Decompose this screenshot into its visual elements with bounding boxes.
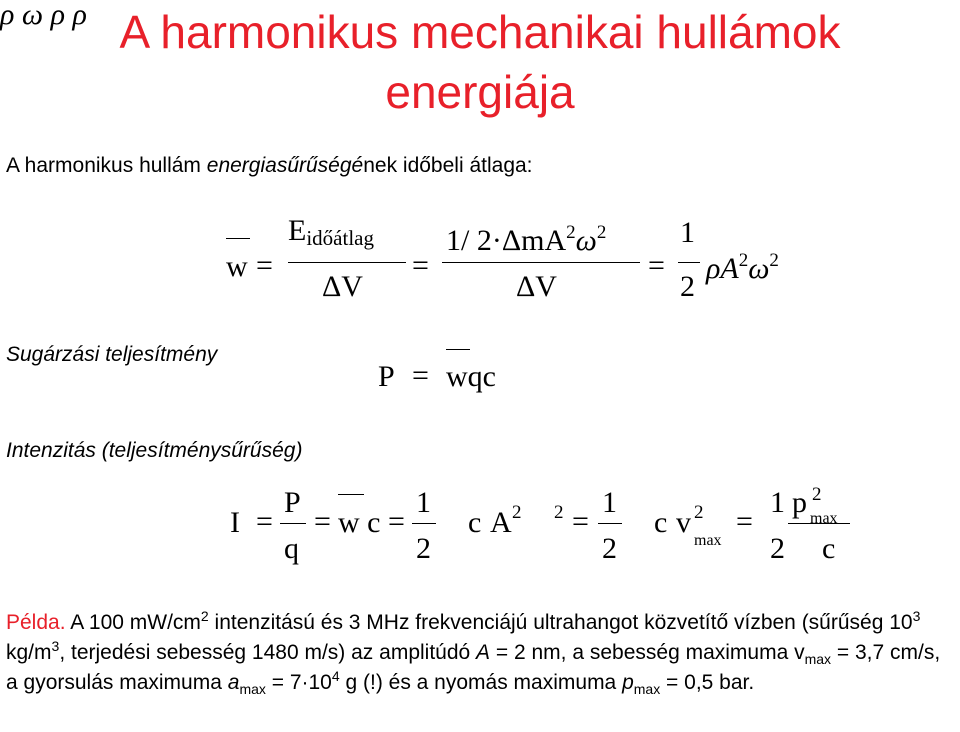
equals-sign: =: [388, 505, 405, 538]
intensity-label: [6, 438, 302, 464]
omega: ω: [575, 224, 597, 257]
example-text: , terjedési sebesség 1480 m/s) az amplitúdó: [59, 641, 477, 664]
equals-sign: =: [256, 505, 273, 538]
square: 2: [554, 502, 564, 523]
equals-sign: =: [256, 249, 273, 282]
intro-pre: A harmonikus hullám: [6, 154, 207, 177]
intro-em: energiasűrűségé: [206, 154, 364, 177]
c-symbol: c: [468, 506, 482, 539]
intensity-label-text: Intenzitás (teljesítménysűrűség): [6, 439, 303, 462]
square: 2: [738, 250, 749, 271]
example-text: intenzitású és 3 MHz frekvenciájú ultrahangot közvetítő vízben (sűrűség 10: [208, 611, 913, 634]
E-subscript: időátlag: [306, 226, 374, 250]
c-symbol: c: [822, 532, 836, 565]
equals-sign: =: [412, 249, 429, 282]
pressure-symbol: p: [622, 671, 634, 694]
one: 1: [680, 216, 695, 249]
p-symbol: P: [284, 486, 301, 519]
example-text: = 7·10: [265, 671, 332, 694]
superscript: 3: [51, 638, 60, 654]
half: 1/ 2: [446, 224, 492, 257]
fraction-bar: [280, 523, 306, 524]
square: 2: [596, 222, 607, 243]
delta-v: ΔV: [322, 270, 363, 303]
subscript: max: [239, 681, 266, 698]
radiation-label-text: Sugárzási teljesítmény: [6, 343, 218, 366]
E-symbol: E: [288, 214, 307, 247]
energy-numerator: [288, 216, 374, 253]
intro-post: nek időbeli átlaga:: [363, 154, 533, 177]
fraction-bar: [598, 523, 622, 524]
amplitude-symbol: A: [476, 641, 491, 664]
rho-a: ρA: [706, 252, 739, 285]
title-line-1: A harmonikus mechanikai hullámok: [119, 6, 841, 58]
superscript: 3: [912, 608, 921, 624]
two: 2: [602, 532, 617, 565]
delta-v: ΔV: [516, 270, 557, 303]
example-label: Példa.: [6, 611, 66, 634]
wqc: wqc: [446, 360, 496, 393]
equals-sign: =: [736, 505, 753, 538]
example-text: = 2 nm, a sebesség maximuma v: [490, 641, 805, 664]
two: 2: [680, 270, 695, 303]
radiation-label: [6, 342, 217, 368]
rho: ρ: [0, 0, 15, 31]
rho: ρ: [50, 0, 65, 31]
example-text: g (!) és a nyomás maximuma: [339, 671, 623, 694]
fraction-bar: [678, 262, 700, 263]
one: 1: [602, 486, 617, 519]
p-symbol: P: [378, 360, 395, 393]
intro-text: [6, 153, 533, 179]
max-subscript: max: [810, 510, 838, 527]
i-symbol: I: [230, 506, 240, 539]
two: 2: [770, 532, 785, 565]
title-line-2: energiája: [385, 66, 575, 118]
rho: ρ: [72, 0, 87, 31]
equals-sign: =: [648, 249, 665, 282]
fraction-bar: [412, 523, 436, 524]
fraction-bar: [288, 262, 406, 263]
equals-sign: =: [572, 505, 589, 538]
fraction-bar: [788, 523, 850, 524]
p-symbol: p: [792, 486, 807, 519]
square: 2: [694, 502, 704, 523]
superscript: 2: [200, 608, 209, 624]
overbar: [338, 494, 364, 495]
second-numerator: [446, 218, 606, 256]
square: 2: [812, 484, 822, 505]
fraction-bar: [442, 262, 640, 263]
c-symbol: c: [654, 506, 668, 539]
example-text: kg/m: [6, 641, 52, 664]
example-text: = 0,5 bar.: [660, 671, 755, 694]
delta-m-a: ΔmA: [501, 224, 567, 257]
v-symbol: v: [676, 506, 691, 539]
w-symbol: w: [226, 250, 248, 283]
dot: ·: [491, 224, 502, 257]
omega: ω: [748, 252, 770, 285]
overbar: [226, 238, 250, 239]
square: 2: [566, 222, 576, 243]
one: 1: [416, 486, 431, 519]
square: 2: [512, 502, 522, 523]
acceleration-symbol: a: [227, 671, 240, 694]
subscript: max: [633, 681, 661, 698]
equals-sign: =: [412, 359, 429, 392]
wc: w c: [338, 506, 381, 539]
max-subscript: max: [694, 532, 722, 549]
overbar: [446, 349, 470, 350]
subscript: max: [804, 651, 832, 668]
omega: ω: [21, 0, 44, 31]
superscript: 4: [331, 668, 340, 684]
rho-a-omega: [706, 246, 779, 284]
square: 2: [769, 250, 779, 271]
a-symbol: A: [490, 506, 512, 539]
q-symbol: q: [284, 532, 299, 565]
example-text: A 100 mW/cm: [65, 611, 201, 634]
equals-sign: =: [314, 505, 331, 538]
example-text: = 3,7 cm/s, a gyorsulás maximuma: [6, 641, 941, 694]
slide-title: [0, 2, 960, 122]
two: 2: [416, 532, 431, 565]
example-paragraph: [6, 608, 956, 698]
one: 1: [770, 486, 785, 519]
